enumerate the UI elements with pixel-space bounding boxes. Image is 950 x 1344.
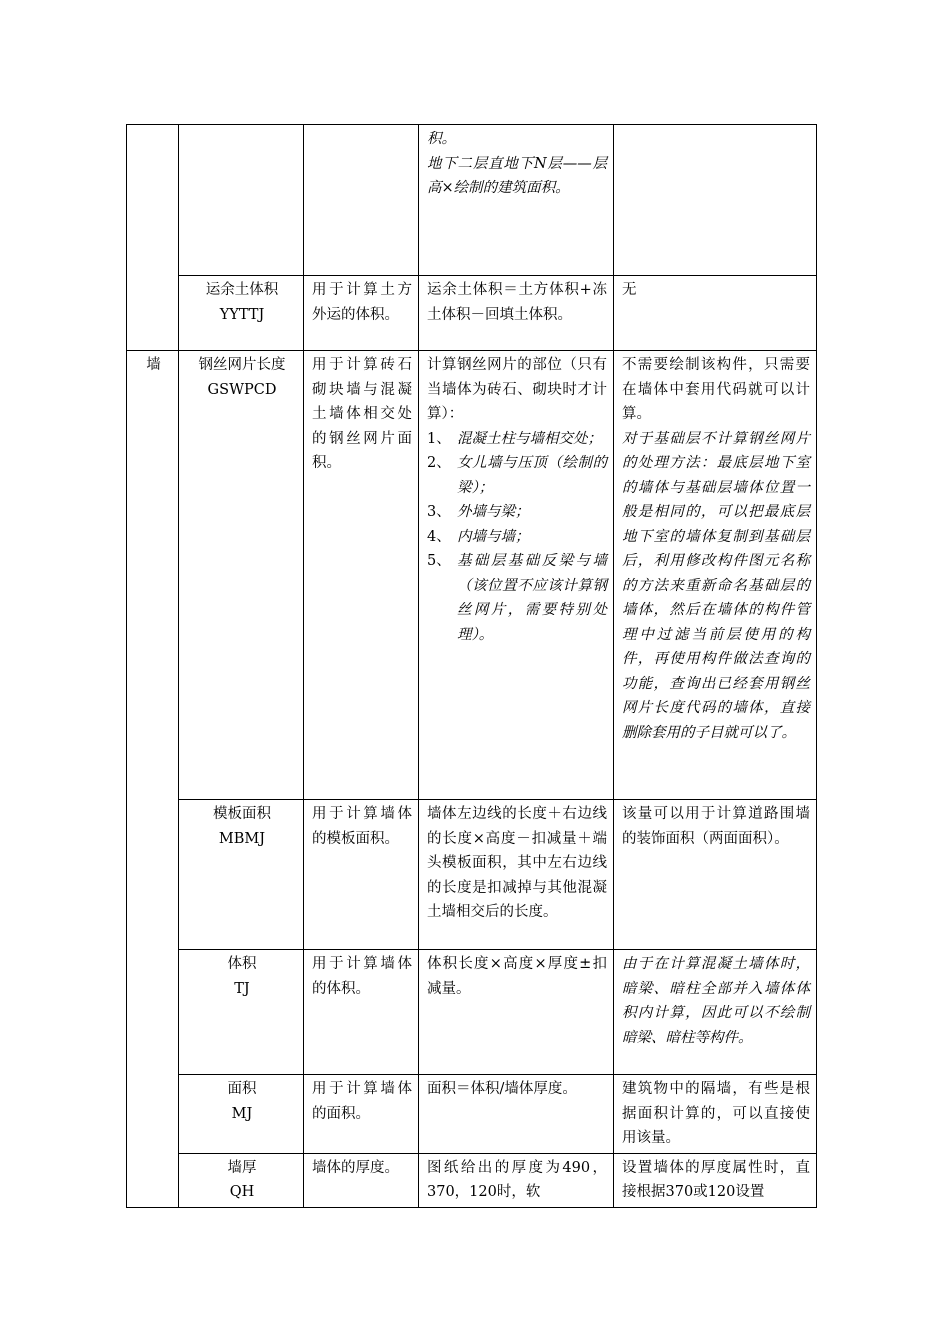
category-cell: 墙 [127, 351, 179, 1208]
list-item: 5、 基础层基础反梁与墙（该位置不应该计算钢丝网片，需要特别处理）。 [427, 553, 607, 643]
quantity-name: 面积 [227, 1081, 257, 1097]
table-row [127, 1075, 817, 1154]
table-row [127, 351, 817, 800]
name-cell [179, 1153, 304, 1207]
formula-cell: 体积长度×高度×厚度±扣减量。 [419, 950, 614, 1075]
list-item: 4、 内墙与墙； [427, 528, 530, 545]
note-text: 不需要绘制该构件，只需要在墙体中套用代码就可以计算。 [622, 357, 810, 422]
note-cell [614, 351, 817, 800]
table-row [127, 800, 817, 950]
desc-cell: 用于计算土方外运的体积。 [304, 276, 419, 351]
list-item: 1、 混凝土柱与墙相交处； [427, 430, 602, 447]
name-cell [179, 800, 304, 950]
quantity-code: YYTTJ [219, 306, 265, 323]
quantity-code: GSWPCD [207, 381, 277, 398]
quantity-code: MJ [231, 1105, 253, 1122]
formula-line: 地下二层直地下N层——层高×绘制的建筑面积。 [427, 155, 607, 196]
table-row [127, 276, 817, 351]
formula-cell: 墙体左边线的长度＋右边线的长度×高度－扣减量＋端头模板面积，其中左右边线的长度是扣减掉与其他混凝土墙相交后的长度。 [419, 800, 614, 950]
quantity-code: TJ [234, 980, 250, 997]
desc-cell [304, 125, 419, 276]
formula-cell [419, 351, 614, 800]
quantity-code: MBMJ [218, 830, 266, 847]
desc-cell: 用于计算墙体的面积。 [304, 1075, 419, 1154]
name-cell [179, 125, 304, 276]
quantity-name: 运余土体积 [205, 282, 279, 298]
note-cell: 由于在计算混凝土墙体时，暗梁、暗柱全部并入墙体体积内计算，因此可以不绘制暗梁、暗柱等构件。 [614, 950, 817, 1075]
formula-cell: 图纸给出的厚度为490，370，120时，软 [419, 1153, 614, 1207]
formula-line: 积。 [427, 131, 456, 147]
note-cell: 无 [614, 276, 817, 351]
desc-cell: 墙体的厚度。 [304, 1153, 419, 1207]
list-item: 2、 女儿墙与压顶（绘制的梁）； [427, 455, 607, 496]
list-item: 3、 外墙与梁； [427, 504, 530, 520]
note-cell [614, 125, 817, 276]
table-row [127, 1153, 817, 1207]
table-row [127, 125, 817, 276]
formula-cell: 面积＝体积/墙体厚度。 [419, 1075, 614, 1154]
quantity-name: 模板面积 [213, 806, 271, 822]
note-cell: 设置墙体的厚度属性时，直接根据370或120设置 [614, 1153, 817, 1207]
formula-cell [419, 125, 614, 276]
desc-cell: 用于计算墙体的体积。 [304, 950, 419, 1075]
quantity-name: 钢丝网片长度 [198, 357, 286, 373]
desc-cell: 用于计算墙体的模板面积。 [304, 800, 419, 950]
name-cell [179, 351, 304, 800]
formula-list [427, 427, 607, 648]
desc-cell: 用于计算砖石砌块墙与混凝土墙体相交处的钢丝网片面积。 [304, 351, 419, 800]
quantity-code-table [126, 124, 817, 1208]
quantity-name: 墙厚 [227, 1159, 257, 1176]
note-cell: 建筑物中的隔墙，有些是根据面积计算的，可以直接使用该量。 [614, 1075, 817, 1154]
category-cell-continued [127, 125, 179, 351]
name-cell [179, 1075, 304, 1154]
quantity-code: QH [229, 1184, 255, 1200]
table-row [127, 950, 817, 1075]
name-cell [179, 276, 304, 351]
note-text-italic: 对于基础层不计算钢丝网片的处理方法：最底层地下室的墙体与基础层墙体位置一般是相同的，可以把最底层地下室的墙体复制到基础层后，利用修改构件图元名称的方法来重新命名基础层的墙体，然后在墙体的构件管理中过滤当前层使用的构件，再使用构件做法查询的功能，查询出已经套用钢丝网片长度代码的墙体，直接删除套用的子目就可以了。 [622, 430, 810, 741]
name-cell [179, 950, 304, 1075]
formula-cell: 运余土体积＝土方体积+冻土体积－回填土体积。 [419, 276, 614, 351]
formula-intro: 计算钢丝网片的部位（只有当墙体为砖石、砌块时才计算）： [427, 357, 607, 422]
note-cell: 该量可以用于计算道路围墙的装饰面积（两面面积）。 [614, 800, 817, 950]
quantity-name: 体积 [227, 956, 257, 972]
